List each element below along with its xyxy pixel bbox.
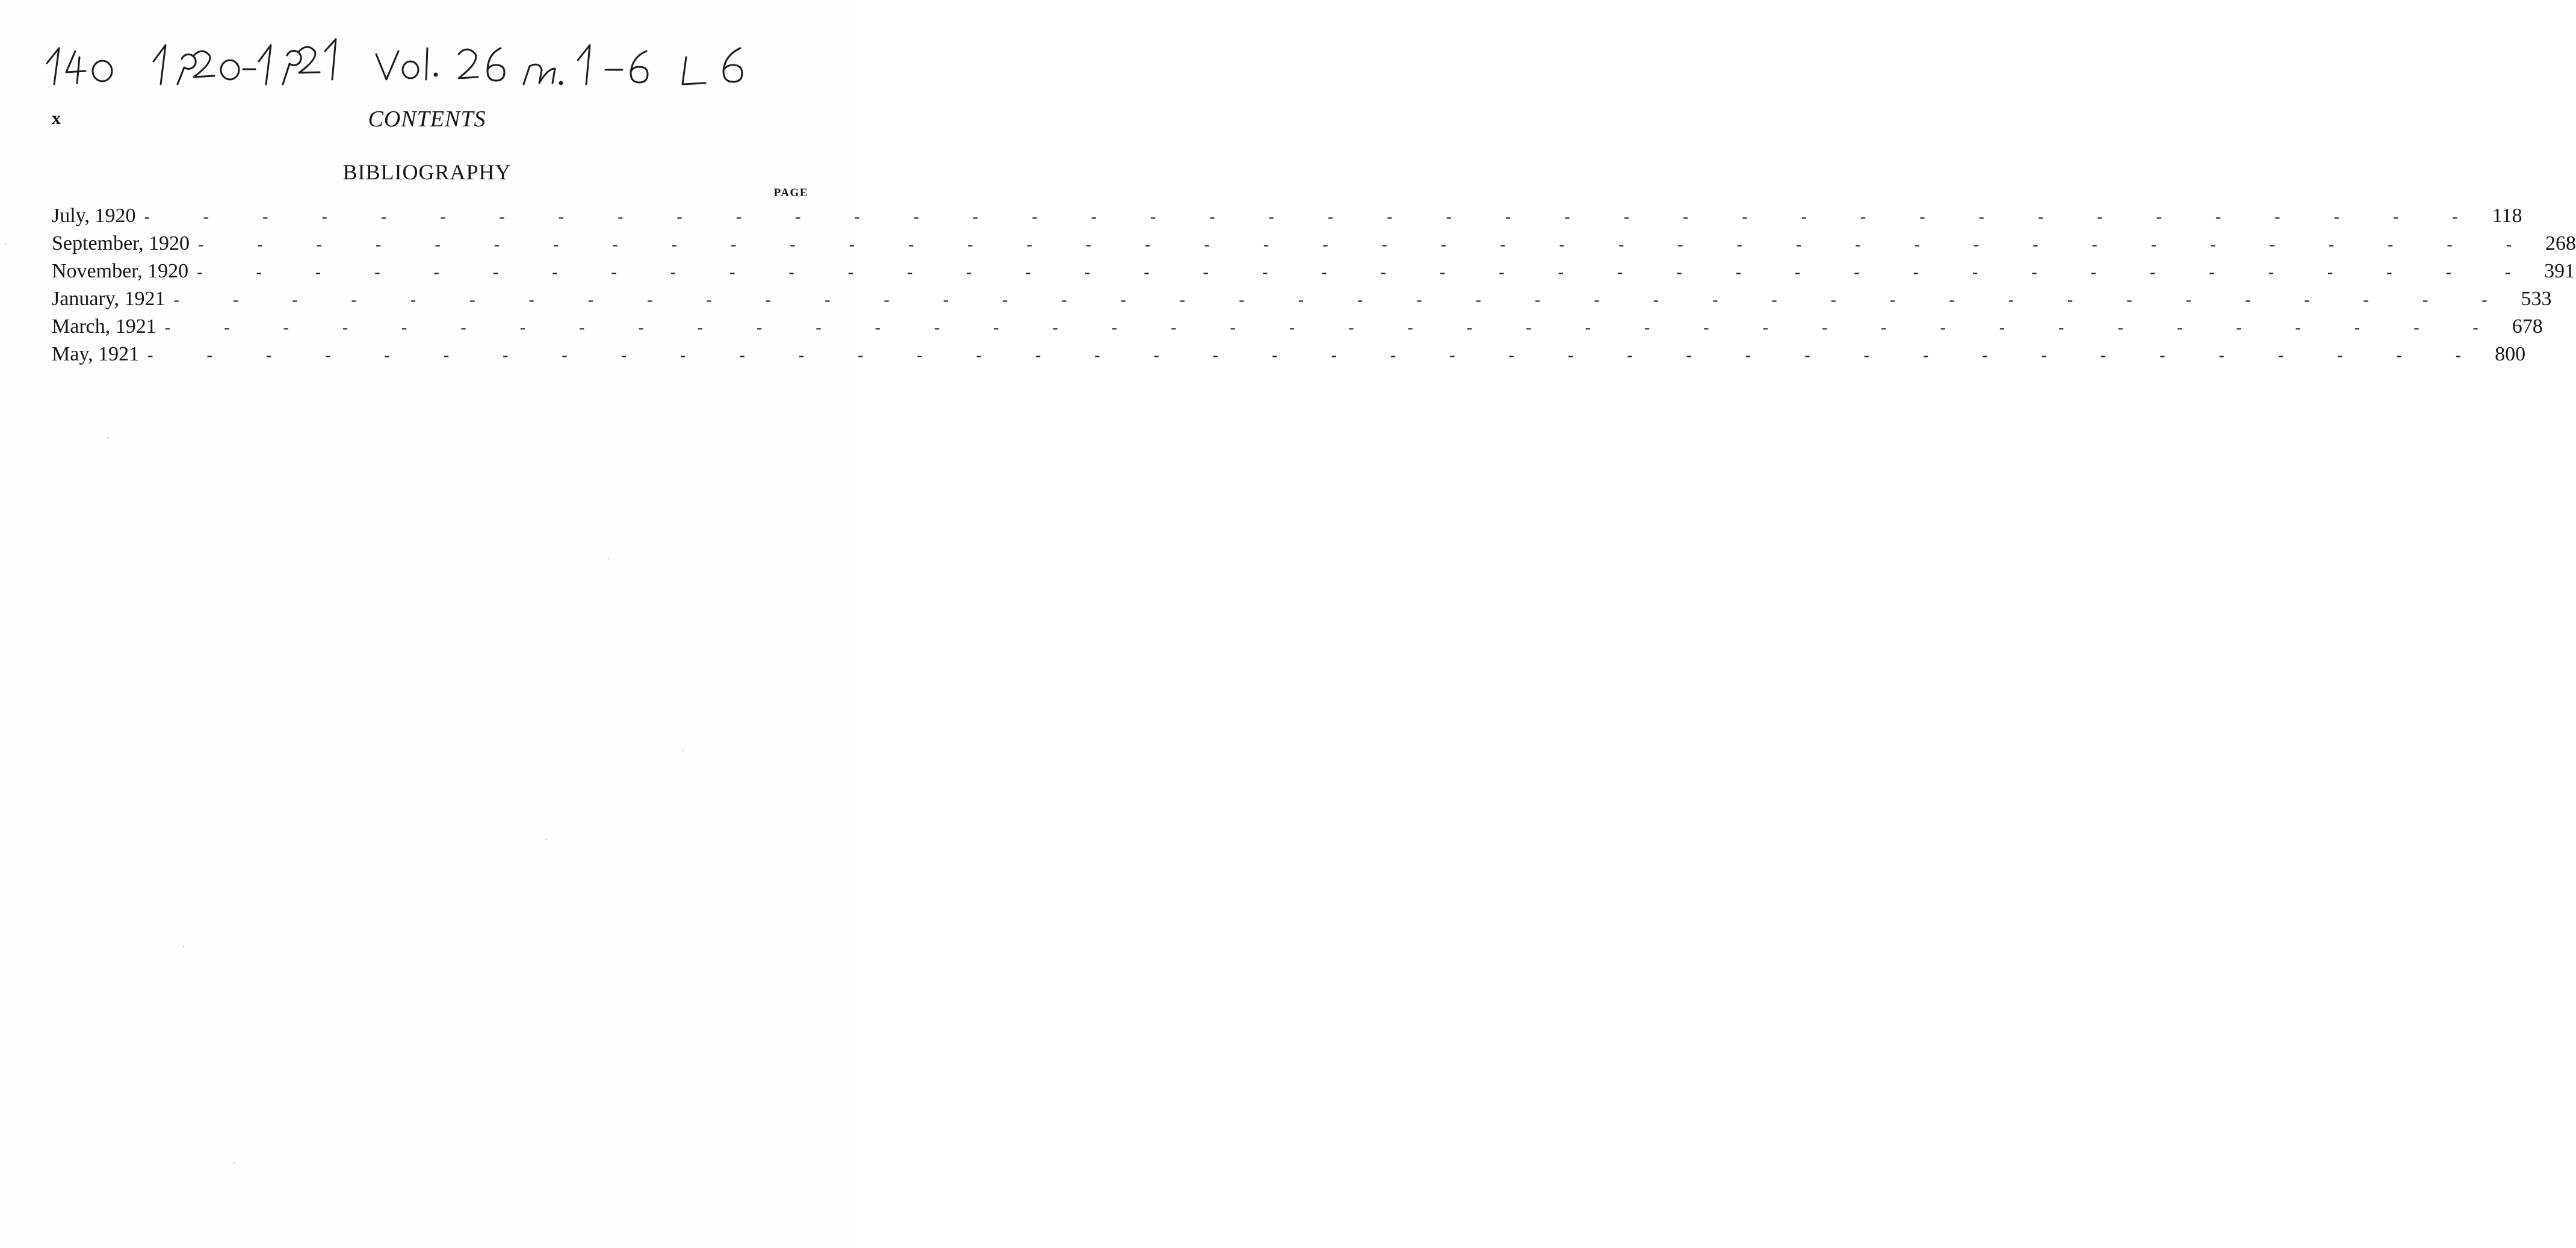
toc-leader-dashes: - - - - - - - - - - - - - - - - - - - - - - - - - - - - - - - - - - - - - - - - <box>164 318 2503 337</box>
toc-leader-dashes: - - - - - - - - - - - - - - - - - - - - - - - - - - - - - - - - - - - - - - - - <box>173 291 2512 309</box>
handwritten-annotation <box>42 24 825 90</box>
scan-speck <box>546 839 547 840</box>
toc-entry-label: July, 1920 <box>52 202 144 230</box>
toc-entry <box>52 258 2575 285</box>
scan-speck <box>608 558 609 559</box>
toc-entry-label: November, 1920 <box>52 258 197 285</box>
toc-entry <box>52 230 2576 258</box>
running-head: CONTENTS <box>368 107 486 132</box>
section-title: BIBLIOGRAPHY <box>342 160 512 184</box>
toc-entry-page: 268 <box>2545 232 2576 255</box>
toc-leader-dashes: - - - - - - - - - - - - - - - - - - - - - - - - - - - - - - - - - - - - - - - - <box>144 208 2483 226</box>
scan-speck <box>183 946 184 947</box>
toc-entry-label: May, 1921 <box>52 341 147 368</box>
bibliography-contents-list <box>52 202 2576 368</box>
toc-entry-label: September, 1920 <box>52 230 198 258</box>
toc-leader-dashes: - - - - - - - - - - - - - - - - - - - - - - - - - - - - - - - - - - - - - - - - <box>147 346 2486 365</box>
scan-speck <box>683 750 684 751</box>
scan-speck <box>5 243 6 244</box>
toc-entry-page: 533 <box>2521 288 2552 310</box>
toc-entry-page: 391 <box>2544 260 2575 282</box>
toc-entry <box>52 341 2526 368</box>
scan-speck <box>234 1163 235 1164</box>
toc-entry <box>52 202 2522 230</box>
page-numeral: x <box>52 108 61 128</box>
toc-leader-dashes: - - - - - - - - - - - - - - - - - - - - - - - - - - - - - - - - - - - - - - - - <box>198 235 2537 254</box>
page-column-header: PAGE <box>773 187 808 199</box>
toc-leader-dashes: - - - - - - - - - - - - - - - - - - - - - - - - - - - - - - - - - - - - - - - - <box>197 263 2536 282</box>
toc-entry <box>52 313 2543 341</box>
toc-entry-page: 118 <box>2492 205 2522 227</box>
toc-entry-page: 678 <box>2512 315 2543 338</box>
toc-entry-label: January, 1921 <box>52 285 174 313</box>
scan-speck <box>107 437 108 439</box>
toc-entry-label: March, 1921 <box>52 313 165 341</box>
toc-entry <box>52 285 2552 313</box>
handwritten-note-drawing <box>42 24 825 90</box>
toc-entry-page: 800 <box>2495 343 2526 365</box>
